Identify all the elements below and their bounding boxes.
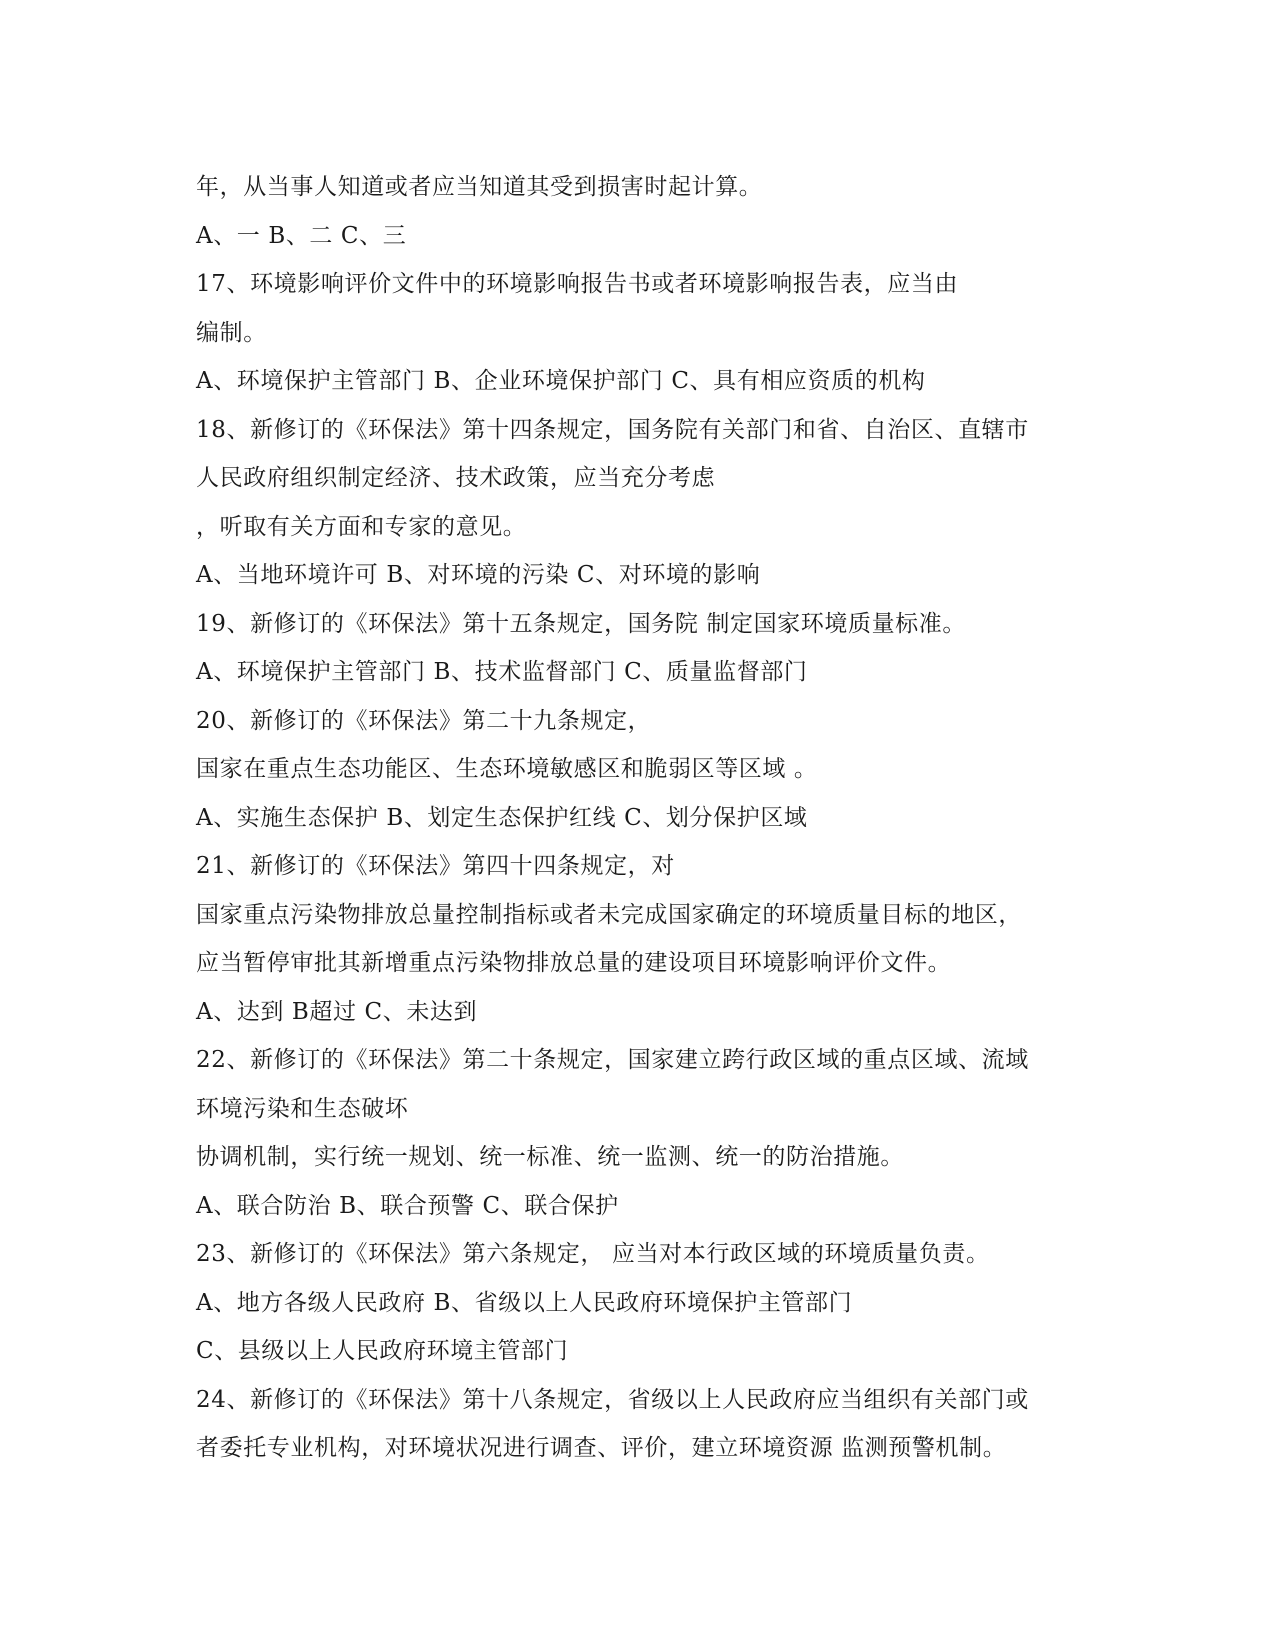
- question-21: 21、新修订的《环保法》第四十四条规定，对: [196, 853, 675, 879]
- answer-options-line: A、地方各级人民政府 B、省级以上人民政府环境保护主管部门: [196, 1289, 853, 1316]
- question-20: 20、新修订的《环保法》第二十九条规定，: [196, 707, 652, 734]
- text-line: ，听取有关方面和专家的意见。: [196, 513, 527, 540]
- text-line: 编制。: [196, 319, 267, 346]
- question-22: 22、新修订的《环保法》第二十条规定，国家建立跨行政区域的重点区域、流域: [196, 1047, 1029, 1073]
- text-line: 协调机制，实行统一规划、统一标准、统一监测、统一的防治措施。: [196, 1144, 904, 1170]
- answer-options-line: A、实施生态保护 B、划定生态保护红线 C、划分保护区域: [196, 804, 808, 831]
- text-line: 环境污染和生态破坏: [196, 1095, 409, 1122]
- text-line: 者委托专业机构，对环境状况进行调查、评价，建立环境资源 监测预警机制。: [196, 1435, 1007, 1461]
- answer-options-line: A、联合防治 B、联合预警 C、联合保护: [196, 1192, 619, 1219]
- answer-options-line: A、达到 B超过 C、未达到: [196, 998, 478, 1025]
- text-line: 人民政府组织制定经济、技术政策，应当充分考虑: [196, 465, 716, 491]
- question-24: 24、新修订的《环保法》第十八条规定，省级以上人民政府应当组织有关部门或: [196, 1386, 1029, 1413]
- answer-options-line: C、县级以上人民政府环境主管部门: [196, 1338, 569, 1364]
- question-18: 18、新修订的《环保法》第十四条规定，国务院有关部门和省、自治区、直辖市: [196, 416, 1029, 443]
- text-line: 年，从当事人知道或者应当知道其受到损害时起计算。: [196, 174, 763, 200]
- question-17: 17、环境影响评价文件中的环境影响报告书或者环境影响报告表，应当由: [196, 271, 959, 297]
- answer-options-line: A、当地环境许可 B、对环境的污染 C、对环境的影响: [196, 562, 761, 588]
- question-19: 19、新修订的《环保法》第十五条规定，国务院 制定国家环境质量标准。: [196, 610, 966, 637]
- text-line: 国家在重点生态功能区、生态环境敏感区和脆弱区等区域 。: [196, 756, 818, 782]
- text-line: 应当暂停审批其新增重点污染物排放总量的建设项目环境影响评价文件。: [196, 950, 952, 976]
- answer-options-line: A、环境保护主管部门 B、企业环境保护部门 C、具有相应资质的机构: [196, 368, 926, 394]
- document-body: [196, 163, 1096, 1473]
- question-23: 23、新修订的《环保法》第六条规定， 应当对本行政区域的环境质量负责。: [196, 1241, 990, 1267]
- answer-options-line: A、一 B、二 C、三: [196, 222, 407, 249]
- text-line: 国家重点污染物排放总量控制指标或者未完成国家确定的环境质量目标的地区，: [196, 901, 1022, 928]
- answer-options-line: A、环境保护主管部门 B、技术监督部门 C、质量监督部门: [196, 659, 808, 685]
